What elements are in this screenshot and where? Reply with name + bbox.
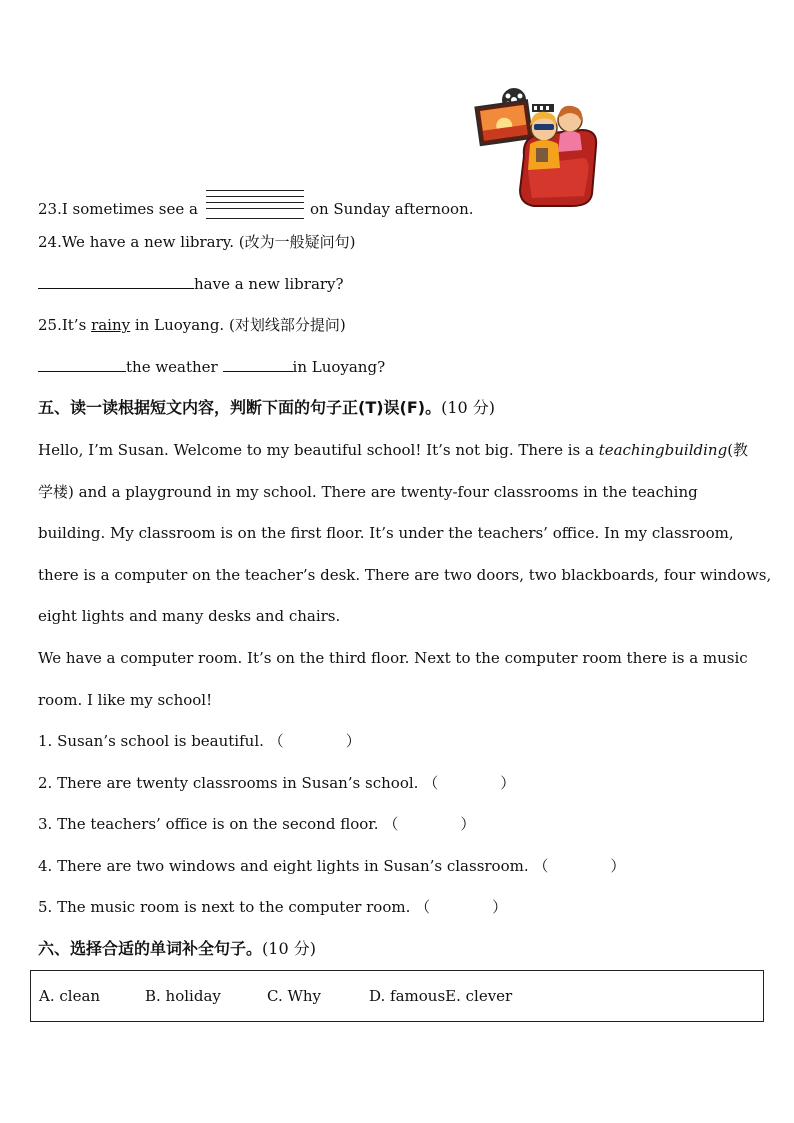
question-24: [38, 232, 355, 252]
passage-line-6: We have a computer room. It’s on the third floor. Next to the computer room there is a music: [38, 649, 748, 667]
tf-question-4: [38, 856, 625, 876]
passage-line-2: 学楼) and a playground in my school. There are twenty-four classrooms in the teaching: [38, 483, 698, 501]
q25-blank-2[interactable]: [223, 357, 293, 372]
tf-question-2: [38, 773, 515, 793]
tf-question-3: [38, 814, 475, 834]
answer-paren-close: ）: [500, 774, 516, 792]
q25-blank-1[interactable]: [38, 357, 126, 372]
tf-question-1: [38, 731, 361, 751]
tf-question-text: 4. There are two windows and eight lights in Susan’s classroom.: [38, 857, 529, 875]
passage-line-4: there is a computer on the teacher’s desk. There are two doors, two blackboards, four windows,: [38, 566, 772, 584]
answer-paren-open: （: [423, 774, 439, 792]
passage-line-3: building. My classroom is on the first floor. It’s under the teachers’ office. In my classroom,: [38, 524, 734, 542]
q24-answer-line: [38, 274, 344, 294]
passage-line-7: room. I like my school!: [38, 691, 213, 709]
q25-answer-tail: in Luoyang?: [292, 358, 386, 376]
q23-suffix: on Sunday afternoon.: [309, 200, 474, 218]
passage-line-5: eight lights and many desks and chairs.: [38, 607, 341, 625]
option-d-e: D. famousE. clever: [369, 987, 513, 1005]
section-6-title: 六、选择合适的单词补全句子。: [38, 939, 263, 958]
answer-paren-close: ）: [492, 898, 508, 916]
q24-sentence: 24.We have a new library. (改为一般疑问句): [38, 233, 356, 251]
question-23: [38, 190, 474, 220]
option-c: C. Why: [267, 987, 322, 1005]
section-5-header: [38, 398, 495, 418]
q23-prefix: 23.I sometimes see a: [38, 200, 198, 218]
passage-l1-end: (教: [727, 441, 749, 459]
question-25: [38, 315, 346, 335]
q25-answer-mid: the weather: [126, 358, 218, 376]
tf-question-5: [38, 897, 507, 917]
word-options-box: [30, 970, 764, 1022]
q25-suffix: in Luoyang. (对划线部分提问): [130, 316, 346, 334]
q25-answer-line: [38, 357, 385, 377]
option-b: B. holiday: [145, 987, 221, 1005]
passage-l1-text: Hello, I’m Susan. Welcome to my beautiful school! It’s not big. There is a: [38, 441, 599, 459]
q24-blank[interactable]: [38, 274, 194, 289]
q25-underlined-word: rainy: [91, 316, 131, 334]
tf-question-text: 1. Susan’s school is beautiful.: [38, 732, 264, 750]
answer-paren-open: （: [383, 815, 399, 833]
section-6-score: (10 分): [262, 939, 316, 958]
section-5-score: (10 分): [441, 398, 496, 417]
q25-prefix: 25.It’s: [38, 316, 87, 334]
answer-paren-close: ）: [460, 815, 476, 833]
answer-paren-open: （: [533, 857, 549, 875]
tf-question-text: 3. The teachers’ office is on the second floor.: [38, 815, 379, 833]
passage-line-1: [38, 440, 748, 460]
tf-question-text: 5. The music room is next to the computer room.: [38, 898, 411, 916]
answer-paren-open: （: [415, 898, 431, 916]
answer-paren-close: ）: [345, 732, 361, 750]
passage-italic-term: teachingbuilding: [598, 441, 728, 459]
answer-paren-close: ）: [610, 857, 626, 875]
option-a: A. clean: [39, 987, 101, 1005]
answer-paren-open: （: [268, 732, 284, 750]
q23-answer-lines[interactable]: [206, 190, 304, 220]
tf-question-text: 2. There are twenty classrooms in Susan’s school.: [38, 774, 419, 792]
section-6-header: [38, 939, 316, 959]
section-5-title: 五、读一读根据短文内容，判断下面的句子正(T)误(F)。: [38, 398, 442, 417]
cinema-illustration: [472, 86, 602, 210]
q24-answer-tail: have a new library?: [194, 275, 344, 293]
